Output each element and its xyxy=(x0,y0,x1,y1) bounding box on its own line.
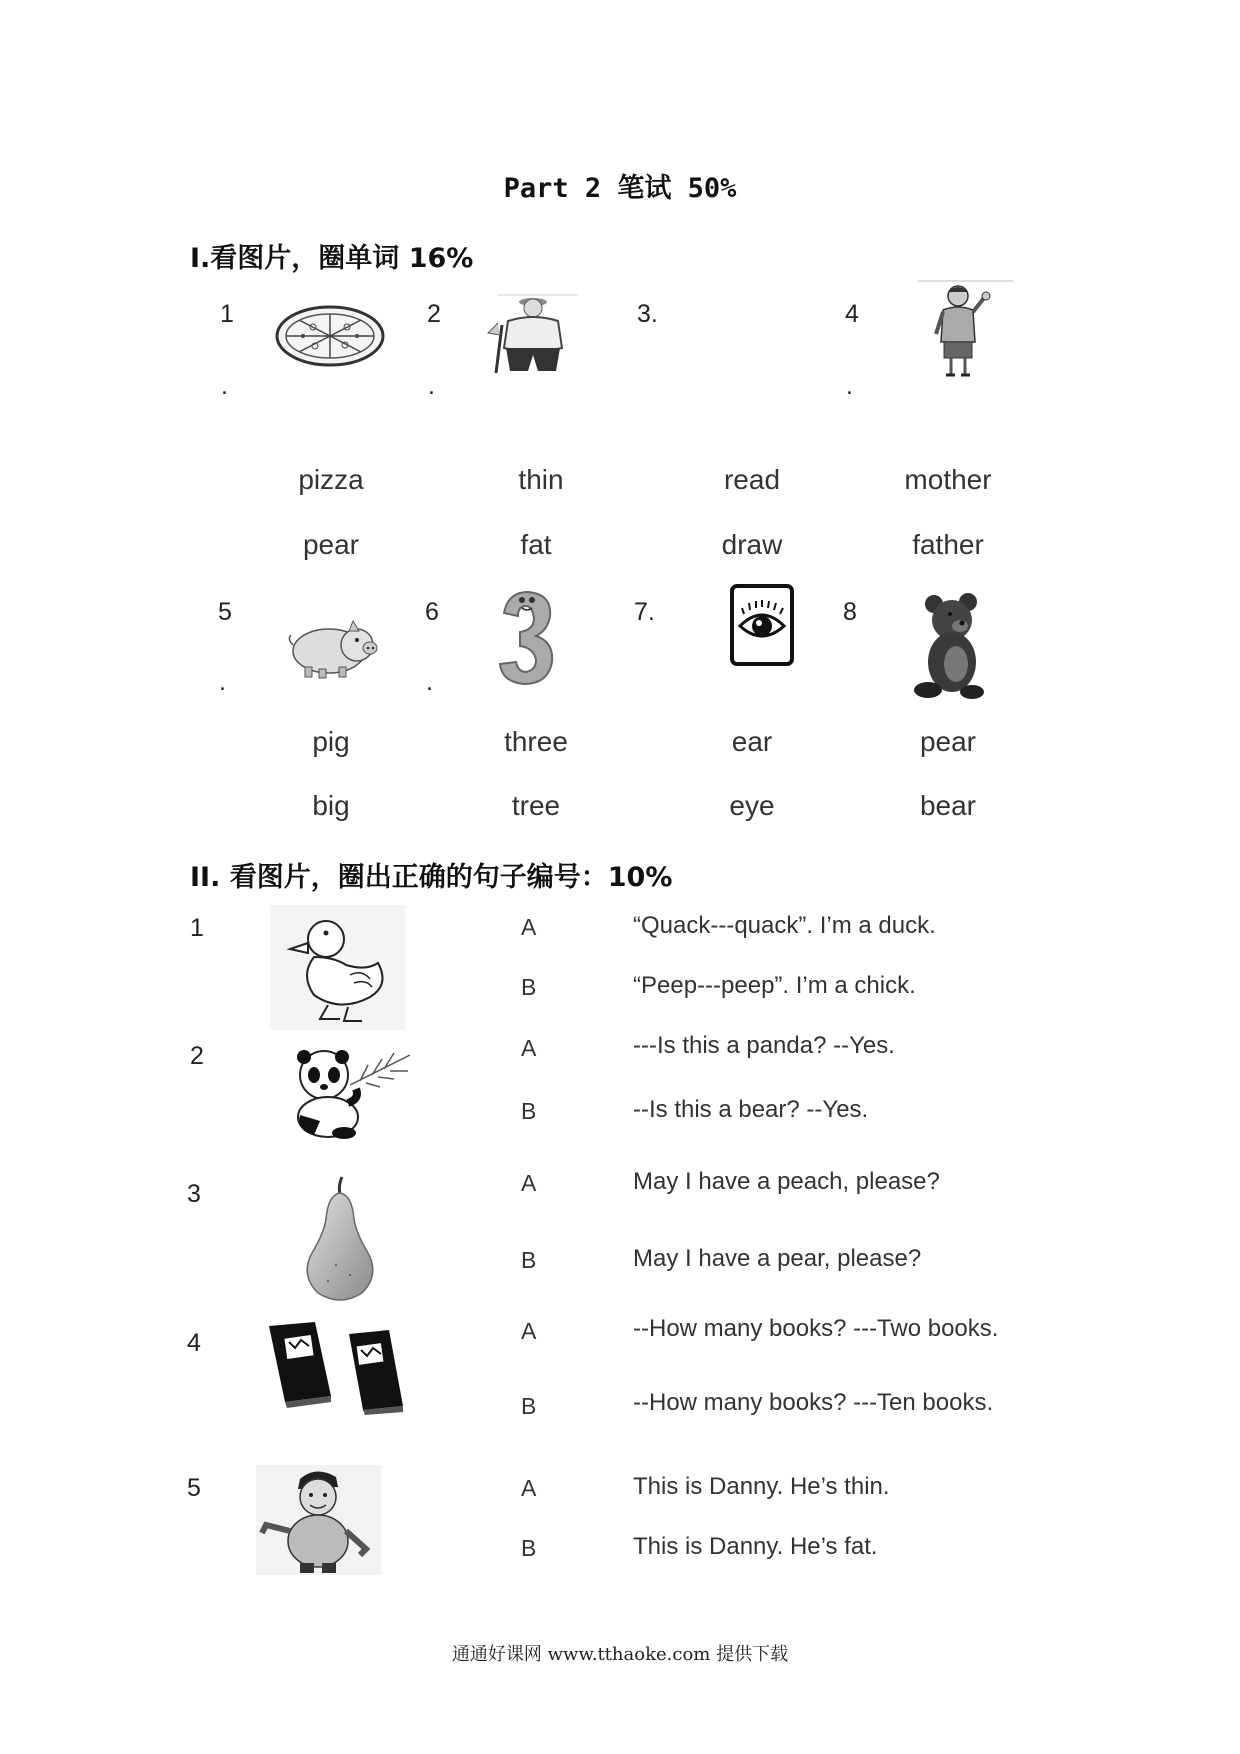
q2-dot: . xyxy=(428,372,435,400)
s2-q5-letter-b[interactable]: B xyxy=(521,1535,537,1561)
duck-icon xyxy=(270,905,405,1030)
s2-q2-letter-a[interactable]: A xyxy=(521,1035,537,1061)
s2-q4-letter-b[interactable]: B xyxy=(521,1393,537,1419)
s2-q4-sentence-a[interactable]: --How many books? ---Two books. xyxy=(633,1315,999,1342)
q6-number: 6 xyxy=(425,598,439,626)
q6-option-1[interactable]: three xyxy=(504,726,568,757)
s2-q1-sentence-a[interactable]: “Quack---quack”. I’m a duck. xyxy=(633,912,936,939)
s2-q2-sentence-b[interactable]: --Is this a bear? --Yes. xyxy=(633,1096,869,1123)
q8-option-2[interactable]: bear xyxy=(919,790,977,821)
number-three-icon xyxy=(494,588,559,688)
q5-number: 5 xyxy=(218,598,232,626)
q2-option-1[interactable]: thin xyxy=(518,464,564,495)
page-title: Part 2 笔试 50% xyxy=(503,173,737,204)
fat-man-icon xyxy=(478,293,588,375)
s2-q5-letter-a[interactable]: A xyxy=(521,1475,537,1501)
q4-dot: . xyxy=(846,372,853,400)
q4-number: 4 xyxy=(845,300,859,328)
s2-q3-letter-b[interactable]: B xyxy=(521,1247,537,1273)
s2-q5-number: 5 xyxy=(187,1474,201,1502)
s2-q2-number: 2 xyxy=(190,1042,204,1070)
q5-option-1[interactable]: pig xyxy=(312,726,350,757)
s2-q2-sentence-a[interactable]: ---Is this a panda? --Yes. xyxy=(633,1032,895,1059)
pear-icon xyxy=(298,1175,383,1305)
q7-option-1[interactable]: ear xyxy=(731,726,773,757)
eye-card-icon xyxy=(730,584,794,666)
boy-icon xyxy=(256,1465,381,1575)
q1-dot: . xyxy=(221,372,228,400)
q1-option-2[interactable]: pear xyxy=(302,529,360,560)
s2-q1-letter-a[interactable]: A xyxy=(521,914,537,940)
s2-q1-sentence-b[interactable]: “Peep---peep”. I’m a chick. xyxy=(633,972,916,999)
pig-icon xyxy=(285,615,380,680)
s2-q5-sentence-b[interactable]: This is Danny. He’s fat. xyxy=(633,1533,878,1560)
woman-icon xyxy=(918,280,1013,380)
section-2-heading: II. 看图片，圈出正确的句子编号：10% xyxy=(190,862,673,893)
q2-option-2[interactable]: fat xyxy=(520,529,552,560)
q3-option-1[interactable]: read xyxy=(723,464,781,495)
q7-option-2[interactable]: eye xyxy=(729,790,775,821)
q6-option-2[interactable]: tree xyxy=(511,790,561,821)
s2-q3-sentence-b[interactable]: May I have a pear, please? xyxy=(633,1245,922,1272)
s2-q3-number: 3 xyxy=(187,1180,201,1208)
bear-icon xyxy=(912,592,992,702)
s2-q5-sentence-a[interactable]: This is Danny. He’s thin. xyxy=(633,1473,890,1500)
q5-option-2[interactable]: big xyxy=(312,790,350,821)
q6-dot: . xyxy=(426,668,433,696)
q2-number: 2 xyxy=(427,300,441,328)
pizza-icon xyxy=(275,305,385,367)
q8-option-1[interactable]: pear xyxy=(919,726,977,757)
q3-number: 3. xyxy=(637,300,658,328)
q4-option-2[interactable]: father xyxy=(912,529,984,560)
s2-q4-sentence-b[interactable]: --How many books? ---Ten books. xyxy=(633,1389,994,1416)
books-icon xyxy=(265,1320,420,1412)
q4-option-1[interactable]: mother xyxy=(904,464,992,495)
s2-q1-letter-b[interactable]: B xyxy=(521,974,537,1000)
footer-text: 通通好课网 www.tthaoke.com 提供下载 xyxy=(451,1644,789,1665)
q5-dot: . xyxy=(219,668,226,696)
panda-icon xyxy=(290,1045,415,1140)
s2-q4-number: 4 xyxy=(187,1329,201,1357)
s2-q3-sentence-a[interactable]: May I have a peach, please? xyxy=(633,1168,940,1195)
q1-option-1[interactable]: pizza xyxy=(298,464,364,495)
s2-q4-letter-a[interactable]: A xyxy=(521,1318,537,1344)
s2-q2-letter-b[interactable]: B xyxy=(521,1098,537,1124)
s2-q1-number: 1 xyxy=(190,914,204,942)
q8-number: 8 xyxy=(843,598,857,626)
s2-q3-letter-a[interactable]: A xyxy=(521,1170,537,1196)
q1-number: 1 xyxy=(220,300,234,328)
q7-number: 7. xyxy=(634,598,655,626)
section-1-heading: I.看图片，圈单词 16% xyxy=(190,243,474,274)
q3-option-2[interactable]: draw xyxy=(721,529,783,560)
